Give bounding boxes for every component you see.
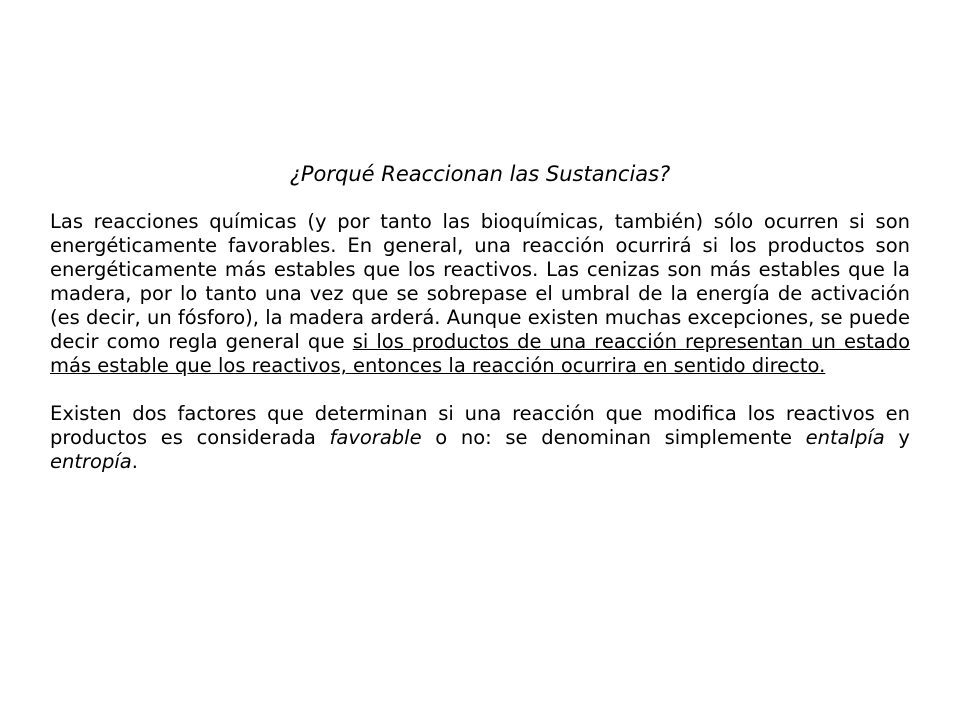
term-favorable: favorable bbox=[329, 426, 422, 449]
underlined-rule: si los productos de una reacción representan un estado más estable que los reactivos, entonces la reacción ocurrira en sentido directo. bbox=[50, 330, 911, 377]
term-entalpia: entalpía bbox=[805, 426, 885, 449]
paragraph-factors-part1: Existen dos factores que determinan si una reacción que modifica los reactivos en productos es considerada bbox=[50, 402, 910, 449]
paragraph-factors-part4: . bbox=[131, 450, 138, 473]
paragraph-reactions-text: Las reacciones químicas (y por tanto las bioquímicas, también) sólo ocurren si son energéticamente favorables. En general, una reacción ocurrirá si los productos son energéticamente más estables que los reactivos. Las cenizas son más estables que la madera, por lo tanto una vez que se sobrepase el umbral de la energía de activación (es decir, un fósforo), la madera arderá. Aunque existen muchas excepciones, se puede decir como regla general que bbox=[50, 210, 910, 353]
slide-content bbox=[50, 160, 910, 474]
term-entropia: entropía bbox=[50, 450, 132, 473]
slide-title: ¿Porqué Reaccionan las Sustancias? bbox=[289, 162, 671, 186]
paragraph-reactions bbox=[50, 210, 910, 378]
paragraph-factors-part2: o no: se denominan simplemente bbox=[421, 426, 806, 449]
paragraph-factors-part3: y bbox=[884, 426, 910, 449]
paragraph-factors bbox=[50, 402, 910, 474]
